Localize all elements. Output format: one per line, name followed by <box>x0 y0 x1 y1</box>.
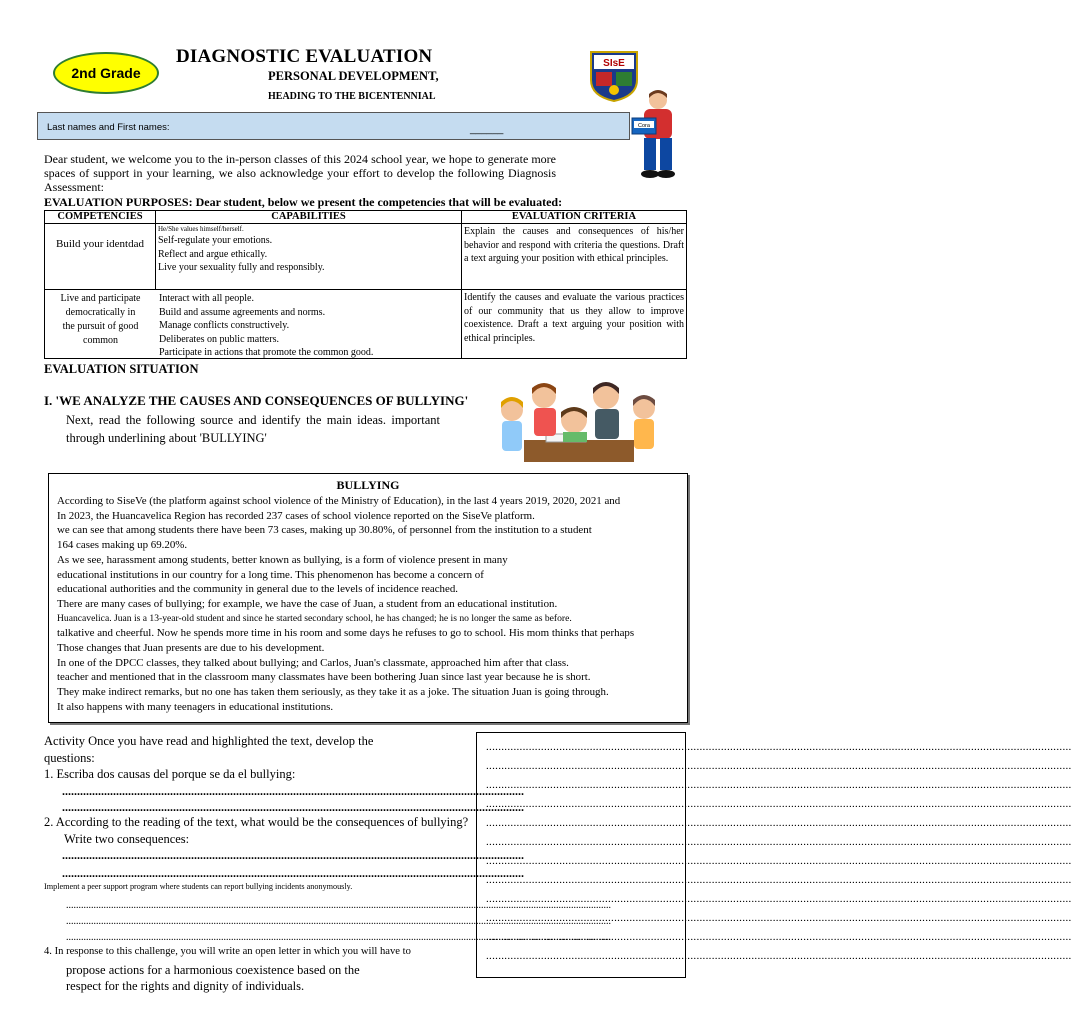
competencies-table <box>44 210 687 359</box>
reading-line: educational authorities and the community in general due to the levels of incidence reached. <box>57 583 458 596</box>
activity-intro-cont: questions: <box>44 751 95 765</box>
evaluation-situation-heading: EVALUATION SITUATION <box>44 362 199 376</box>
answer-line[interactable]: ................................................................................................................................................................................................ <box>486 836 1072 848</box>
header-competencies: COMPETENCIES <box>45 211 156 224</box>
q3-answer-line[interactable]: .......................................................................................................................................................................................................................... <box>66 900 611 911</box>
course-subtitle: PERSONAL DEVELOPMENT, <box>268 69 439 83</box>
criteria-cell <box>462 224 687 290</box>
capability-item: Live your sexuality fully and responsibly. <box>158 262 325 274</box>
q3-answer-line[interactable]: .......................................................................................................................................................................................................................... <box>66 916 611 927</box>
answer-line[interactable]: ................................................................................................................................................................................................ <box>486 874 1072 886</box>
reading-line: In one of the DPCC classes, they talked about bullying; and Carlos, Juan's classmate, approached him after that class. <box>57 656 569 669</box>
table-row <box>45 290 687 359</box>
answer-line[interactable]: ................................................................................................................................................................................................ <box>486 912 1072 924</box>
answer-line[interactable]: ................................................................................................................................................................................................ <box>486 779 1072 791</box>
reading-line: teacher and mentioned that in the classroom many classmates have been bothering Juan since last year because he is short. <box>57 671 591 684</box>
competency-capabilities-cell <box>45 290 462 359</box>
name-input-line[interactable]: ______ <box>470 124 504 135</box>
reading-line: talkative and cheerful. Now he spends more time in his room and some days he refuses to go to school. His mom thinks that perhaps <box>57 627 635 640</box>
question-4: 4. In response to this challenge, you will write an open letter in which you will have to <box>44 946 411 957</box>
question-2: 2. According to the reading of the text, what would be the consequences of bullying? <box>44 815 469 829</box>
capability-item: Participate in actions that promote the common good. <box>159 347 374 359</box>
reading-text <box>57 494 687 715</box>
student-illustration <box>620 88 690 180</box>
answer-line[interactable]: ................................................................................................................................................................................................ <box>486 817 1072 829</box>
reading-line: In 2023, the Huancavelica Region has recorded 237 cases of school violence reported on the SiseVe platform. <box>57 509 535 522</box>
page-title: DIAGNOSTIC EVALUATION <box>176 46 433 67</box>
competency-part: Live and participate <box>60 293 141 304</box>
competency-part: democratically in <box>65 307 136 318</box>
criteria-text: Explain the causes and consequences of his/her behavior and respond with criteria the questions. Draft a text arguing your position with ethical principles. <box>464 226 684 265</box>
reading-line: There are many cases of bullying; for example, we have the case of Juan, a student from an educational institution. <box>57 597 558 610</box>
intro-paragraph: Dear student, we welcome you to the in-person classes of this 2024 school year, we hope to generate more spaces of support in your learning, we also acknowledge your effort to develop the following Diagnosis Assessment: <box>44 152 556 194</box>
bicentennial-subtitle: HEADING TO THE BICENTENNIAL <box>268 91 436 102</box>
answer-line[interactable]: ................................................................................................................................................................................................ <box>486 893 1072 905</box>
answer-line[interactable]: ................................................................................................................................................................................................ <box>486 950 1072 962</box>
q2-answer-line[interactable]: .......................................................................................................................................................... <box>62 866 524 880</box>
competency-cell <box>45 224 156 290</box>
answer-line[interactable]: ................................................................................................................................................................................................ <box>486 855 1072 867</box>
header-criteria: EVALUATION CRITERIA <box>462 211 687 224</box>
question-4-cont: propose actions for a harmonious coexistence based on the <box>66 963 360 977</box>
reading-line: 164 cases making up 69.20%. <box>57 539 188 552</box>
q2-answer-line[interactable]: .......................................................................................................................................................... <box>62 848 524 862</box>
header-capabilities: CAPABILITIES <box>156 211 462 224</box>
competency-part: common <box>83 335 118 346</box>
question-2-cont: Write two consequences: <box>64 832 190 846</box>
reading-line: we can see that among students there have been 73 cases, making up 30.80%, of personnel from the institution to a student <box>57 524 592 537</box>
question-1: 1. Escriba dos causas del porque se da el bullying: <box>44 767 296 781</box>
capability-item: Manage conflicts constructively. <box>159 320 290 332</box>
q3-answer-line[interactable]: .......................................................................................................................................................................................................................... <box>66 932 611 943</box>
reading-line: educational institutions in our country for a long time. This phenomenon has become a concern of <box>57 568 484 581</box>
table-header-row <box>45 211 687 224</box>
reading-line: It also happens with many teenagers in educational institutions. <box>57 700 334 713</box>
table-row <box>45 224 687 290</box>
answer-line[interactable]: ................................................................................................................................................................................................ <box>486 798 1072 810</box>
competency-part: the pursuit of good <box>62 321 139 332</box>
section-one-title: I. 'WE ANALYZE THE CAUSES AND CONSEQUENCES OF BULLYING' <box>44 393 469 408</box>
reading-line: Huancavelica. Juan is a 13-year-old student and since he started secondary school, he has changed; he is no longer the same as before. <box>57 612 572 624</box>
question-4-cont: respect for the rights and dignity of individuals. <box>66 979 305 993</box>
reading-line: Those changes that Juan presents are due to his development. <box>57 642 325 655</box>
reading-line: According to SiseVe (the platform against school violence of the Ministry of Education), in the last 4 years 2019, 2020, 2021 and <box>57 495 621 507</box>
capabilities-cell <box>156 224 462 290</box>
answer-line[interactable]: ................................................................................................................................................................................................ <box>486 931 1072 943</box>
capability-item: Deliberates on public matters. <box>159 333 279 345</box>
grade-label: 2nd Grade <box>71 65 141 81</box>
q1-answer-line[interactable]: .......................................................................................................................................................... <box>62 800 524 814</box>
competency-cell <box>45 290 156 360</box>
grade-badge <box>53 52 159 94</box>
answer-line[interactable]: ................................................................................................................................................................................................ <box>486 760 1072 772</box>
capability-item: Interact with all people. <box>159 293 254 304</box>
q1-answer-line[interactable]: .......................................................................................................................................................... <box>62 784 524 798</box>
name-field-label: Last names and First names: <box>47 122 170 133</box>
criteria-text: Identify the causes and evaluate the various practices of our community that us they allow to improve coexistence. Draft a text arguing your position with ethical principles. <box>464 292 684 344</box>
evaluation-purposes: EVALUATION PURPOSES: Dear student, below we present the competencies that will be evaluated: <box>44 195 563 209</box>
capability-item: Reflect and argue ethically. <box>158 248 268 260</box>
competency-text: Build your identdad <box>56 238 144 250</box>
reading-title: BULLYING <box>336 478 400 492</box>
capability-small: He/She values himself/herself. <box>158 225 244 233</box>
figure-badge-text: Cora <box>638 123 650 129</box>
reading-line: They make indirect remarks, but no one has taken them seriously, as they take it as a joke. The situation Juan is going through. <box>57 686 609 699</box>
capabilities-list <box>159 292 373 360</box>
activity-intro: Activity Once you have read and highlighted the text, develop the <box>44 734 374 748</box>
capability-item: Build and assume agreements and norms. <box>159 306 326 318</box>
criteria-cell <box>462 290 687 359</box>
bullying-illustration <box>494 374 666 466</box>
reading-line: As we see, harassment among students, better known as bullying, is a form of violence present in many <box>57 553 508 566</box>
capability-item: Self-regulate your emotions. <box>158 235 273 246</box>
answer-line[interactable]: ................................................................................................................................................................................................ <box>486 741 1072 753</box>
question-3: Implement a peer support program where students can report bullying incidents anonymously. <box>44 882 353 891</box>
reading-instruction: Next, read the following source and identify the main ideas. important through underlining about 'BULLYING' <box>66 413 440 445</box>
shield-text: SIsE <box>603 58 625 69</box>
